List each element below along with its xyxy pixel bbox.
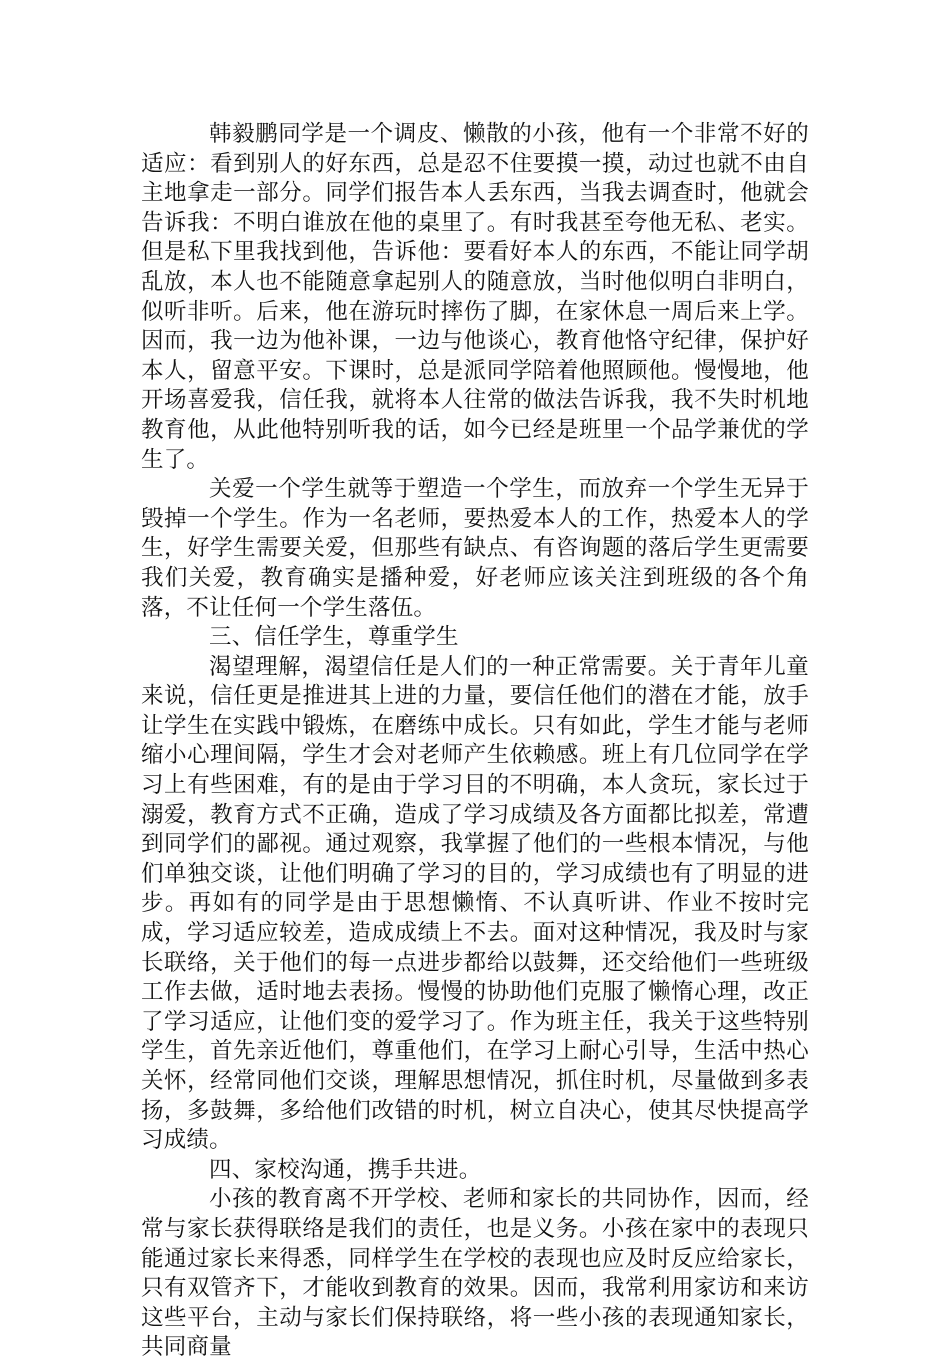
document-body [141,120,809,1363]
section-heading-trust: 三、信任学生，尊重学生 [209,624,459,651]
section-heading-home-school: 四、家校沟通，携手共进。 [209,1156,482,1183]
paragraph-trust: 渴望理解，渴望信任是人们的一种正常需要。关于青年儿童来说，信任更是推进其上进的力量，要信任他们的潜在才能，放手让学生在实践中锻炼，在磨练中成长。只有如此，学生才能与老师缩小心理间隔，学生才会对老师产生依赖感。班上有几位同学在学习上有些困难，有的是由于学习目的不明确，本人贪玩，家长过于溺爱，教育方式不正确，造成了学习成绩及各方面都比拟差，常遭到同学们的鄙视。通过观察，我掌握了他们的一些根本情况，与他们单独交谈，让他们明确了学习的目的，学习成绩也有了明显的进步。再如有的同学是由于思想懒惰、不认真听讲、作业不按时完成，学习适应较差，造成成绩上不去。面对这种情况，我及时与家长联络，关于他们的每一点进步都给以鼓舞，还交给他们一些班级工作去做，适时地去表扬。慢慢的协助他们克服了懒惰心理，改正了学习适应，让他们变的爱学习了。作为班主任，我关于这些特别学生，首先亲近他们，尊重他们，在学习上耐心引导，生活中热心关怀，经常同他们交谈，理解思想情况，抓住时机，尽量做到多表扬，多鼓舞，多给他们改错的时机，树立自决心，使其尽快提高学习成绩。 [141,653,809,1154]
paragraph-home-school: 小孩的教育离不开学校、老师和家长的共同协作，因而，经常与家长获得联络是我们的责任，也是义务。小孩在家中的表现只能通过家长来得悉，同样学生在学校的表现也应及时反应给家长，只有双管齐下，才能收到教育的效果。因而，我常利用家访和来访这些平台，主动与家长们保持联络，将一些小孩的表现通知家长，共同商量 [141,1186,809,1361]
paragraph-story: 韩毅鹏同学是一个调皮、懒散的小孩，他有一个非常不好的适应：看到别人的好东西，总是忍不住要摸一摸，动过也就不由自主地拿走一部分。同学们报告本人丢东西，当我去调查时，他就会告诉我：不明白谁放在他的桌里了。有时我甚至夸他无私、老实。但是私下里我找到他，告诉他：要看好本人的东西，不能让同学胡乱放，本人也不能随意拿起别人的随意放，当时他似明白非明白，似听非听。后来，他在游玩时摔伤了脚，在家休息一周后来上学。因而，我一边为他补课，一边与他谈心，教育他恪守纪律，保护好本人，留意平安。下课时，总是派同学陪着他照顾他。慢慢地，他开场喜爱我，信任我，就将本人往常的做法告诉我，我不失时机地教育他，从此他特别听我的话，如今已经是班里一个品学兼优的学生了。 [141,121,809,473]
paragraph-care: 关爱一个学生就等于塑造一个学生，而放弃一个学生无异于毁掉一个学生。作为一名老师，要热爱本人的工作，热爱本人的学生，好学生需要关爱，但那些有缺点、有咨询题的落后学生更需要我们关爱，教育确实是播种爱，好老师应该关注到班级的各个角落，不让任何一个学生落伍。 [141,476,809,621]
